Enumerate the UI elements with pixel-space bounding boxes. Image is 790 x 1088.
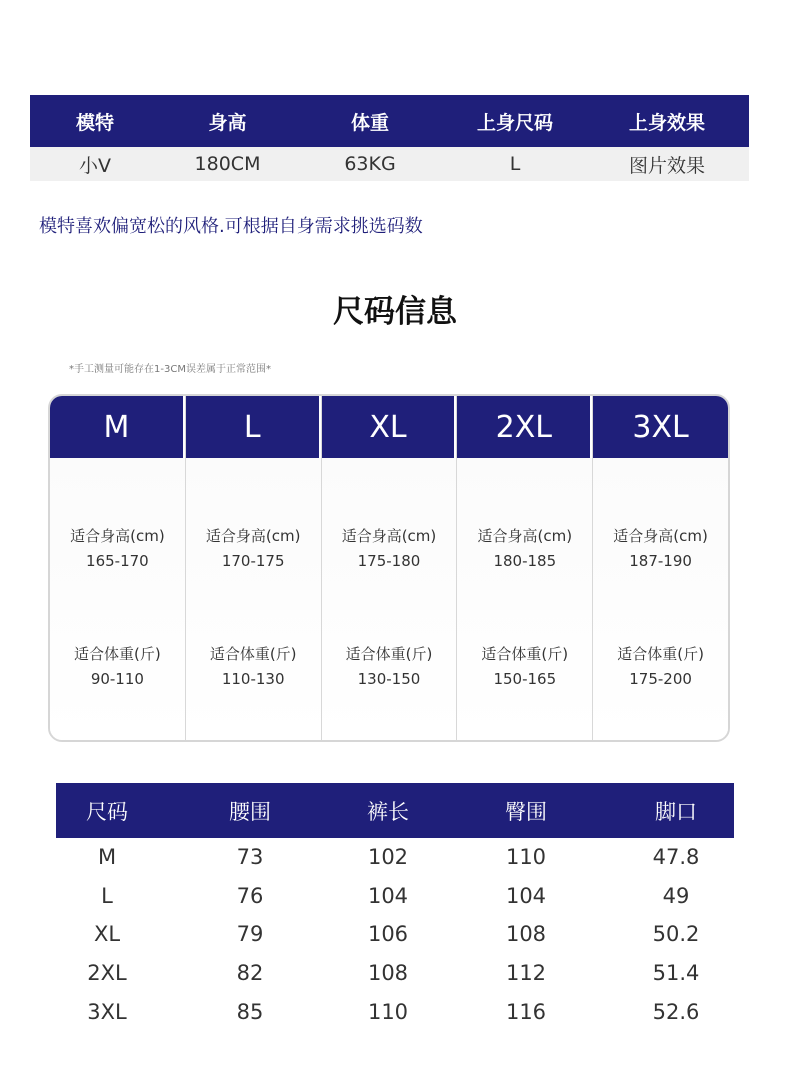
header-cell-weight: 体重 [350,111,389,134]
header-cell-size: 上身尺码 [476,111,553,134]
cell-model-size: L [509,153,521,175]
weight-range: 175-200 [629,670,692,688]
measurement-table-header [56,783,734,838]
weight-label: 适合体重(斤) [209,645,297,663]
cell-length: 102 [367,845,409,870]
fit-note: 模特喜欢偏宽松的风格.可根据自身需求挑选码数 [39,216,423,237]
cell-waist: 76 [236,883,264,908]
cell-size: M [97,845,117,870]
size-label: 2XL [457,396,592,458]
height-label: 适合身高(cm) [477,527,573,545]
cell-model-effect: 图片效果 [628,154,705,177]
size-label: L [186,396,321,458]
section-title: 尺码信息 [333,294,457,330]
cell-waist: 79 [236,922,264,947]
table-row [56,992,734,1031]
cell-size: 2XL [87,961,127,986]
weight-range: 130-150 [357,670,421,688]
size-label: 3XL [593,396,728,458]
cell-model-name: 小V [79,154,111,177]
cell-hem: 52.6 [652,999,700,1024]
height-label: 适合身高(cm) [70,527,165,545]
height-range: 187-190 [629,552,692,570]
header-cell-size: 尺码 [86,799,128,824]
weight-range: 110-130 [221,670,285,688]
measurement-table [56,783,734,1031]
header-cell-waist: 腰围 [229,799,271,824]
weight-label: 适合体重(斤) [481,645,569,663]
height-label: 适合身高(cm) [613,527,708,545]
header-cell-height: 身高 [208,111,247,134]
cell-hip: 108 [505,922,547,947]
size-guide-card [48,394,730,742]
size-column-xl [322,396,458,740]
cell-length: 108 [367,961,409,986]
header-cell-model: 模特 [75,111,114,134]
header-cell-hem: 脚口 [655,799,697,824]
measure-note: *手工测量可能存在1-3CM误差属于正常范围* [69,364,271,375]
model-table-row [30,147,749,181]
size-column-l [186,396,322,740]
table-row [56,915,734,954]
cell-size: L [101,883,113,908]
model-table [30,95,749,181]
header-cell-effect: 上身效果 [628,111,705,134]
table-row [56,877,734,916]
size-column-m [50,396,186,740]
cell-hem: 51.4 [652,961,700,986]
cell-hip: 112 [505,961,547,986]
weight-label: 适合体重(斤) [74,645,161,663]
size-column-3xl [593,396,728,740]
weight-range: 90-110 [90,670,144,688]
cell-size: XL [93,922,121,947]
weight-label: 适合体重(斤) [617,645,704,663]
cell-waist: 73 [236,845,264,870]
cell-size: 3XL [87,999,127,1024]
model-table-header [30,95,749,147]
cell-hip: 110 [505,845,547,870]
weight-label: 适合体重(斤) [345,645,433,663]
cell-hip: 104 [505,883,547,908]
cell-model-weight: 63KG [344,153,396,175]
size-column-2xl [457,396,593,740]
weight-range: 150-165 [493,670,557,688]
cell-hem: 50.2 [652,922,700,947]
cell-hip: 116 [505,999,547,1024]
header-cell-hip: 臀围 [505,799,547,824]
height-label: 适合身高(cm) [341,527,437,545]
cell-hem: 49 [662,883,690,908]
table-row [56,954,734,993]
cell-length: 104 [367,883,409,908]
cell-length: 110 [367,999,409,1024]
table-row [56,838,734,877]
size-label: M [50,396,185,458]
height-range: 165-170 [86,552,149,570]
cell-model-height: 180CM [194,153,261,175]
size-label: XL [322,396,457,458]
cell-waist: 85 [236,999,264,1024]
cell-length: 106 [367,922,409,947]
cell-hem: 47.8 [652,845,700,870]
height-label: 适合身高(cm) [205,527,301,545]
height-range: 180-185 [493,552,557,570]
header-cell-length: 裤长 [367,799,409,824]
height-range: 170-175 [221,552,285,570]
height-range: 175-180 [357,552,421,570]
cell-waist: 82 [236,961,264,986]
